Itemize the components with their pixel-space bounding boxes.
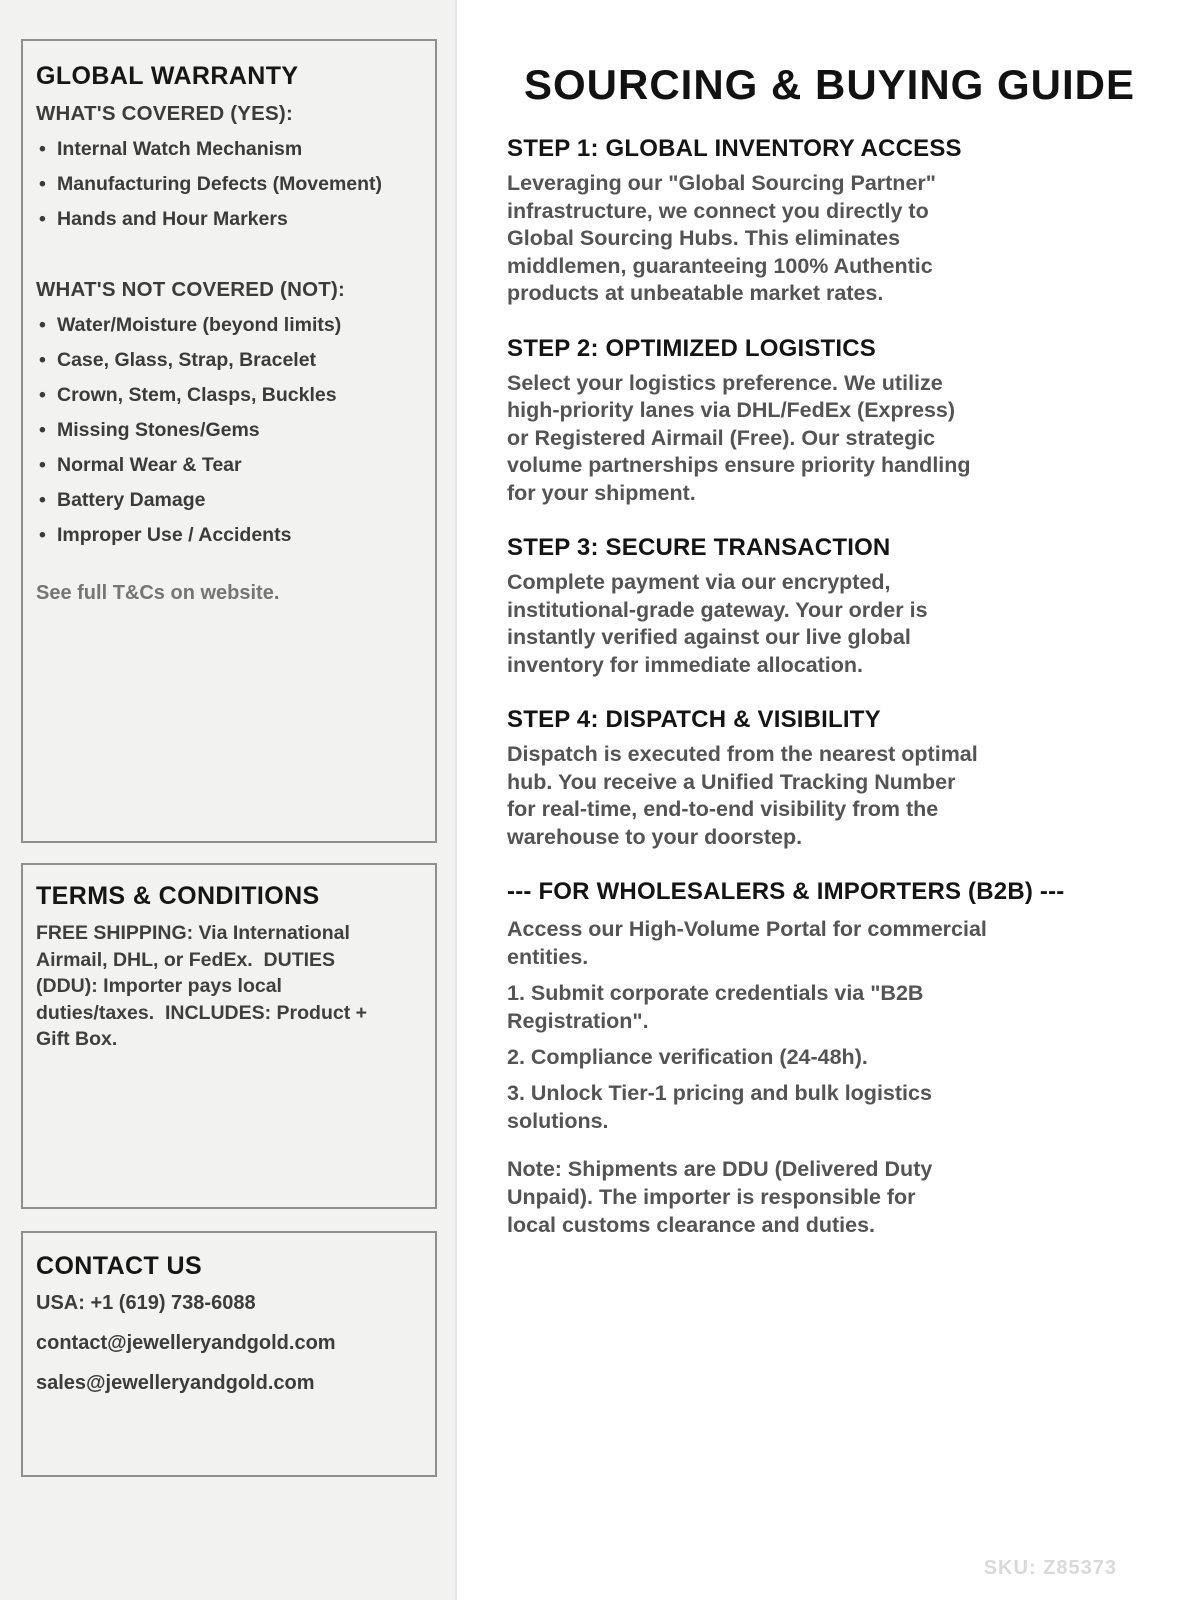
paragraph-line: infrastructure, we connect you directly to: [507, 198, 929, 223]
step-3-paragraph: [507, 569, 1170, 679]
contact-title: CONTACT US: [36, 1252, 203, 1280]
paragraph-line: 3. Unlock Tier-1 pricing and bulk logistics: [507, 1081, 932, 1105]
paragraph-line: instantly verified against our live global: [507, 625, 911, 649]
paragraph-line: high-priority lanes via DHL/FedEx (Express): [507, 398, 956, 422]
paragraph-line: 1. Submit corporate credentials via "B2B: [507, 981, 924, 1005]
not-covered-item: • Water/Moisture (beyond limits): [36, 312, 421, 338]
step-3-heading: STEP 3: SECURE TRANSACTION: [507, 534, 891, 561]
page-title: SOURCING & BUYING GUIDE: [523, 61, 1136, 108]
step-2-paragraph: [507, 370, 1170, 508]
paragraph-line: entities.: [507, 945, 589, 969]
contact-phone: USA: +1 (619) 738-6088: [36, 1292, 256, 1314]
b2b-item-1: [507, 979, 1170, 1035]
b2b-item-2: [507, 1043, 1170, 1071]
step-4-paragraph: [507, 741, 1170, 851]
paragraph-line: for real-time, end-to-end visibility from the: [507, 797, 939, 821]
step-1-heading: STEP 1: GLOBAL INVENTORY ACCESS: [507, 135, 962, 162]
not-covered-heading: WHAT'S NOT COVERED (NOT):: [36, 278, 345, 301]
paragraph-line: 2. Compliance verification (24-48h).: [507, 1045, 868, 1069]
terms-line: (DDU): Importer pays local: [36, 975, 282, 997]
paragraph-line: middlemen, guaranteeing 100% Authentic: [507, 253, 933, 278]
paragraph-line: Registration".: [507, 1009, 649, 1033]
step-1-paragraph: [507, 170, 1170, 308]
covered-item: • Internal Watch Mechanism: [36, 136, 421, 162]
paragraph-line: Note: Shipments are DDU (Delivered Duty: [507, 1157, 933, 1181]
terms-line: duties/taxes. INCLUDES: Product +: [36, 1001, 368, 1024]
step-2-heading: STEP 2: OPTIMIZED LOGISTICS: [507, 334, 876, 362]
b2b-heading: --- FOR WHOLESALERS & IMPORTERS (B2B) ---: [507, 878, 1065, 905]
paragraph-line: products at unbeatable market rates.: [507, 281, 884, 305]
paragraph-line: Select your logistics preference. We utilize: [507, 370, 943, 395]
terms-line: Airmail, DHL, or FedEx. DUTIES: [36, 948, 336, 971]
not-covered-item: • Missing Stones/Gems: [36, 417, 421, 443]
paragraph-line: local customs clearance and duties.: [507, 1213, 876, 1237]
b2b-intro: [507, 915, 1170, 971]
warranty-title: GLOBAL WARRANTY: [36, 62, 299, 90]
covered-item: • Hands and Hour Markers: [36, 206, 421, 232]
paragraph-line: inventory for immediate allocation.: [507, 652, 864, 677]
step-4-heading: STEP 4: DISPATCH & VISIBILITY: [507, 706, 881, 733]
paragraph-line: warehouse to your doorstep.: [507, 824, 803, 849]
b2b-item-3: [507, 1079, 1170, 1135]
covered-heading: WHAT'S COVERED (YES):: [36, 102, 293, 125]
paragraph-line: hub. You receive a Unified Tracking Number: [507, 769, 956, 794]
paragraph-line: Dispatch is executed from the nearest optimal: [507, 742, 978, 766]
terms-line: FREE SHIPPING: Via International: [36, 922, 350, 944]
covered-item: • Manufacturing Defects (Movement): [36, 171, 421, 197]
paragraph-line: institutional-grade gateway. Your order is: [507, 597, 928, 622]
paragraph-line: volume partnerships ensure priority handling: [507, 453, 971, 477]
terms-line: Gift Box.: [36, 1028, 118, 1050]
terms-text: [36, 920, 421, 1053]
not-covered-item: • Battery Damage: [36, 487, 421, 513]
contact-us-panel: [21, 1231, 437, 1477]
paragraph-line: or Registered Airmail (Free). Our strategic: [507, 425, 936, 450]
global-warranty-panel: [21, 39, 437, 843]
paragraph-line: solutions.: [507, 1109, 609, 1133]
b2b-note: [507, 1155, 1170, 1239]
paragraph-line: Unpaid). The importer is responsible for: [507, 1185, 916, 1209]
guide-content: [459, 134, 1200, 1239]
terms-title: TERMS & CONDITIONS: [36, 882, 320, 910]
sku-label: SKU: Z85373: [983, 1557, 1117, 1579]
paragraph-line: for your shipment.: [507, 480, 696, 505]
paragraph-line: Complete payment via our encrypted,: [507, 570, 891, 594]
sourcing-guide-main: [459, 0, 1200, 1600]
not-covered-item: • Case, Glass, Strap, Bracelet: [36, 347, 421, 373]
not-covered-item: • Crown, Stem, Clasps, Buckles: [36, 382, 421, 408]
not-covered-item: • Normal Wear & Tear: [36, 452, 421, 478]
terms-conditions-panel: [21, 863, 437, 1209]
info-sidebar: [0, 0, 457, 1600]
not-covered-item: • Improper Use / Accidents: [36, 522, 421, 548]
warranty-footnote: See full T&Cs on website.: [36, 582, 280, 604]
paragraph-line: Access our High-Volume Portal for commercial: [507, 917, 987, 941]
contact-email: contact@jewelleryandgold.com: [36, 1332, 336, 1354]
contact-email-sales: sales@jewelleryandgold.com: [36, 1372, 315, 1394]
paragraph-line: Leveraging our "Global Sourcing Partner": [507, 171, 936, 195]
paragraph-line: Global Sourcing Hubs. This eliminates: [507, 226, 901, 250]
